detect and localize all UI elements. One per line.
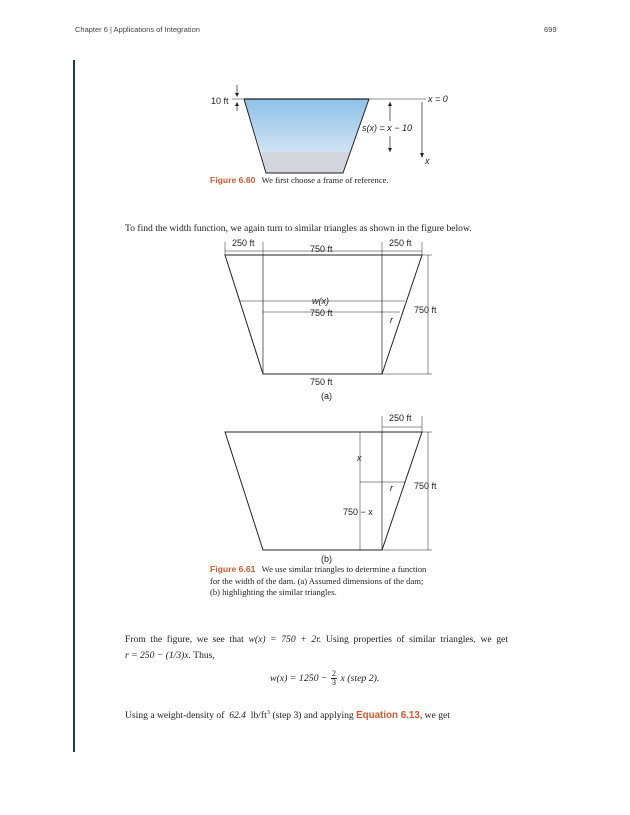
paragraph-weight-density: Using a weight-density of 62.4 $lb/ft^3$ (step 3) and applying Equation 6.13, we get (125, 709, 450, 722)
b-top-right-label: 250 ft (389, 413, 412, 423)
figure-6-61b (200, 408, 450, 566)
a-mid-label: 750 ft (310, 308, 333, 318)
figure-6-60-text: We first choose a frame of reference. (261, 175, 389, 185)
figure-6-61-label: Figure 6.61 (210, 564, 256, 574)
b-r-label: r (390, 483, 393, 493)
a-top-mid-label: 750 ft (310, 244, 333, 254)
a-height-label: 750 ft (414, 305, 437, 315)
page-number: 699 (544, 25, 557, 34)
two-thirds-fraction: $\frac{2}{3}$ (332, 669, 337, 687)
density-value: 62.4 (229, 710, 246, 722)
b-panel-label: (b) (321, 554, 332, 564)
figure-6-61-line3: (b) highlighting the similar triangles. (210, 587, 337, 597)
a-bottom-label: 750 ft (310, 377, 333, 387)
math-r: r = 250 − (1/3)x. (125, 650, 191, 661)
a-width-label: w(x) (312, 296, 329, 306)
equation-6-13-link[interactable]: Equation 6.13 (356, 710, 420, 722)
figure-6-61-line1: We use similar triangles to determine a function (261, 564, 427, 574)
figure-6-61-caption (210, 564, 450, 599)
s-of-x-label: s(x) = x − 10 (362, 123, 413, 133)
chapter-title: Chapter 6 | Applications of Integration (75, 25, 200, 34)
a-top-right-label: 250 ft (389, 238, 412, 248)
x-zero-label: x = 0 (428, 94, 448, 104)
figure-6-60-caption (210, 175, 450, 187)
width-equation: w(x) = 1250 − $\frac{2}{3}$ x (step 2). (270, 669, 380, 687)
a-panel-label: (a) (321, 391, 332, 401)
paragraph-similar-triangles-line1: From the figure, we see that w(x) = 750 + 2r. Using properties of similar triangles, we get (125, 634, 508, 645)
sidebar-rule (73, 60, 75, 752)
figure-6-60-label: Figure 6.60 (210, 175, 256, 185)
a-top-left-label: 250 ft (232, 238, 255, 248)
b-750-minus-x-label: 750 − x (343, 507, 373, 517)
figure-6-61-line2: for the width of the dam. (a) Assumed dimensions of the dam; (210, 575, 424, 586)
empty-region (261, 152, 350, 173)
ten-ft-label: 10 ft (211, 96, 229, 106)
math-w-of-x: w(x) = 750 + 2r. (248, 634, 322, 645)
x-axis-label: x (425, 156, 430, 166)
paragraph-similar-triangles-line2: r = 250 − (1/3)x. Thus, (125, 650, 215, 661)
a-r-label: r (390, 315, 393, 325)
b-height-label: 750 ft (414, 481, 437, 491)
figure-6-60 (200, 80, 460, 175)
paragraph-width-function: To find the width function, we again turn to similar triangles as shown in the figure below. (125, 223, 472, 234)
b-x-label: x (357, 453, 362, 463)
water-region (244, 99, 369, 152)
figure-6-61a (200, 234, 450, 404)
